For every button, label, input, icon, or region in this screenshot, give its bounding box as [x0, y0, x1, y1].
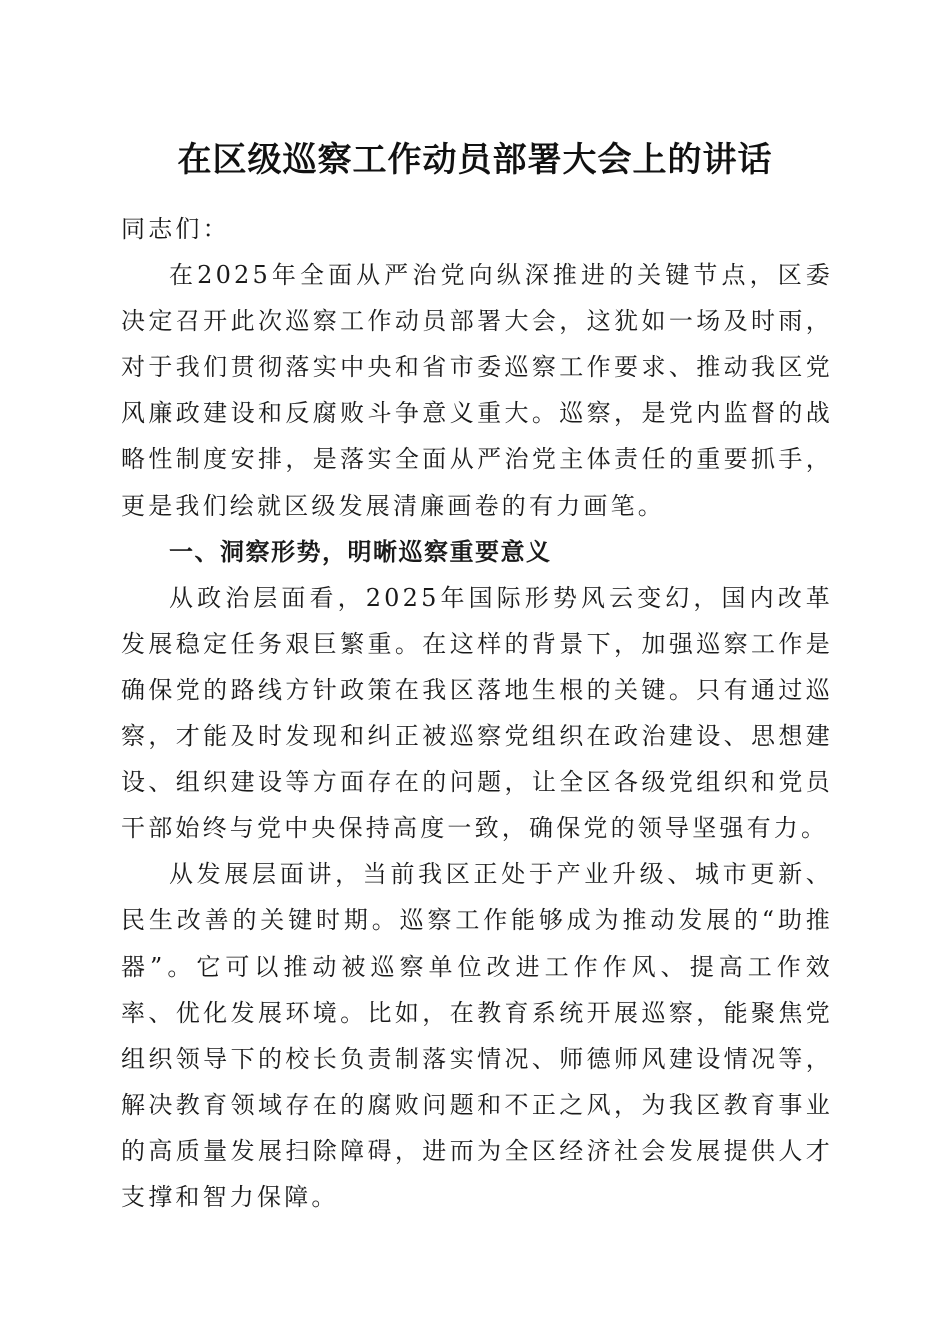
section-heading-1: 一、洞察形势，明晰巡察重要意义: [169, 537, 552, 566]
intro-paragraph: 在2025年全面从严治党向纵深推进的关键节点，区委决定召开此次巡察工作动员部署大会，这犹如一场及时雨，对于我们贯彻落实中央和省市委巡察工作要求、推动我区党风廉政建设和反腐败斗争意义重大。巡察，是党内监督的战略性制度安排，是落实全面从严治党主体责任的重要抓手，更是我们绘就区级发展清廉画卷的有力画笔。: [121, 261, 833, 520]
document-title: 在区级巡察工作动员部署大会上的讲话: [177, 140, 773, 180]
salutation: 同志们：: [121, 215, 230, 243]
document-body: [121, 206, 833, 1220]
political-level-paragraph: 从政治层面看，2025年国际形势风云变幻，国内改革发展稳定任务艰巨繁重。在这样的背景下，加强巡察工作是确保党的路线方针政策在我区落地生根的关键。只有通过巡察，才能及时发现和纠正被巡察党组织在政治建设、思想建设、组织建设等方面存在的问题，让全区各级党组织和党员干部始终与党中央保持高度一致，确保党的领导坚强有力。: [121, 583, 833, 843]
development-level-paragraph: 从发展层面讲，当前我区正处于产业升级、城市更新、民生改善的关键时期。巡察工作能够成为推动发展的“助推器”。它可以推动被巡察单位改进工作作风、提高工作效率、优化发展环境。比如，在教育系统开展巡察，能聚焦党组织领导下的校长负责制落实情况、师德师风建设情况等，解决教育领域存在的腐败问题和不正之风，为我区教育事业的高质量发展扫除障碍，进而为全区经济社会发展提供人才支撑和智力保障。: [121, 860, 833, 1211]
